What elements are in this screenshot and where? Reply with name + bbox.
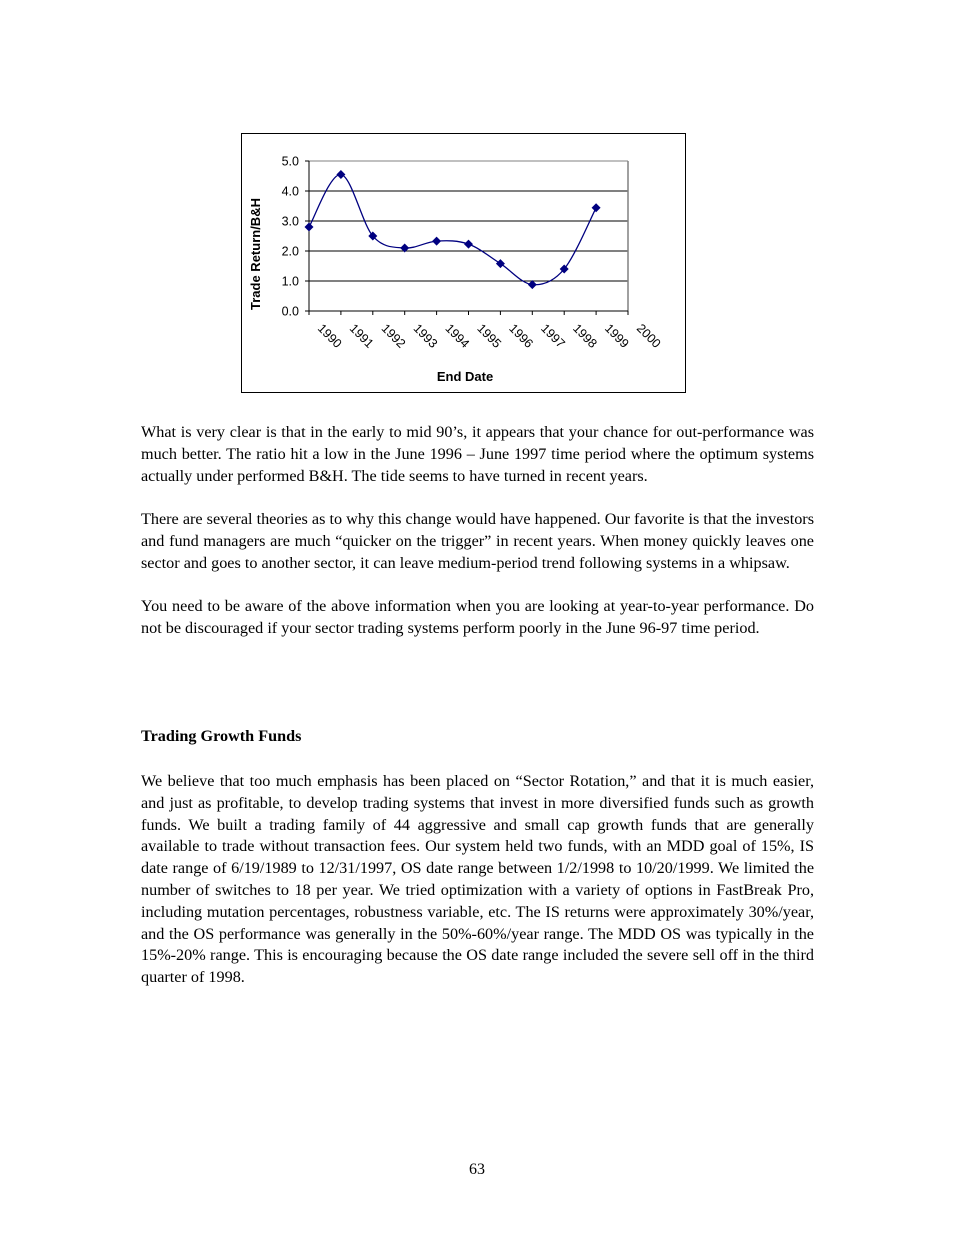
section-body: [141, 771, 814, 989]
svg-text:2000: 2000: [633, 321, 664, 351]
y-tick-labels: [282, 155, 299, 319]
svg-text:1994: 1994: [442, 321, 473, 351]
data-point-marker: [592, 203, 601, 212]
svg-text:0.0: 0.0: [281, 304, 299, 319]
svg-text:1999: 1999: [601, 321, 632, 351]
svg-text:3.0: 3.0: [281, 214, 299, 229]
data-point-marker: [496, 259, 505, 268]
svg-text:1995: 1995: [474, 321, 504, 351]
paragraph-3: You need to be aware of the above information when you are looking at year-to-year performance. Do not be discouraged if your sector trading systems perform poorly in the June 96-97 time period.: [141, 597, 814, 638]
svg-text:4.0: 4.0: [281, 184, 299, 199]
svg-text:1997: 1997: [538, 321, 568, 351]
data-markers: [305, 170, 601, 289]
svg-text:1996: 1996: [506, 321, 536, 351]
data-point-marker: [305, 223, 314, 232]
axes: [305, 161, 628, 315]
page-number: 63: [469, 1161, 485, 1178]
svg-text:1990: 1990: [314, 321, 345, 351]
svg-text:1998: 1998: [570, 321, 600, 351]
line-chart: [241, 133, 688, 395]
section-heading: Trading Growth Funds: [141, 727, 302, 745]
data-point-marker: [336, 170, 345, 179]
svg-text:1993: 1993: [410, 321, 441, 351]
x-axis-label: End Date: [436, 369, 494, 384]
svg-text:1992: 1992: [378, 321, 409, 351]
body-text: [141, 422, 814, 640]
svg-text:1.0: 1.0: [281, 274, 299, 289]
paragraph-4: We believe that too much emphasis has been placed on “Sector Rotation,” and that it is much easier, and just as profitable, to develop trading systems that invest in more diversified funds such as growth funds. We built a trading family of 44 aggressive and small cap growth funds that are generally available to trade without transaction fees. Our system held two funds, with an MDD goal of 15%, IS date range of 6/19/1989 to 12/31/1997, OS date range between 1/2/1998 to 10/20/1999. We limited the number of switches to 18 per year. We tried optimization with a variety of options in FastBreak Pro, including mutation percentages, robustness variable, etc. The IS returns were approximately 30%/year, and the OS performance was generally in the 50%-60%/year range. The MDD OS was typically in the 15%-20% range. This is encouraging because the OS date range included the severe sell off in the third quarter of 1998.: [141, 772, 814, 987]
y-axis-label: Trade Return/B&H: [248, 198, 263, 310]
gridlines: [309, 161, 628, 281]
x-tick-labels: [315, 321, 664, 351]
svg-text:1991: 1991: [346, 321, 377, 351]
svg-text:2.0: 2.0: [281, 244, 299, 259]
paragraph-1: What is very clear is that in the early to mid 90’s, it appears that your chance for out-performance was much better. The ratio hit a low in the June 1996 – June 1997 time period where the optimum systems actually under performed B&H. The tide seems to have turned in recent years.: [141, 423, 814, 485]
data-point-marker: [432, 237, 441, 246]
data-point-marker: [464, 240, 473, 249]
svg-text:5.0: 5.0: [281, 154, 299, 169]
paragraph-2: There are several theories as to why this change would have happened. Our favorite is that the investors and fund managers are much “quicker on the trigger” in recent years. When money quickly leaves one sector and goes to another sector, it can leave medium-period trend following systems in a whipsaw.: [141, 510, 814, 572]
